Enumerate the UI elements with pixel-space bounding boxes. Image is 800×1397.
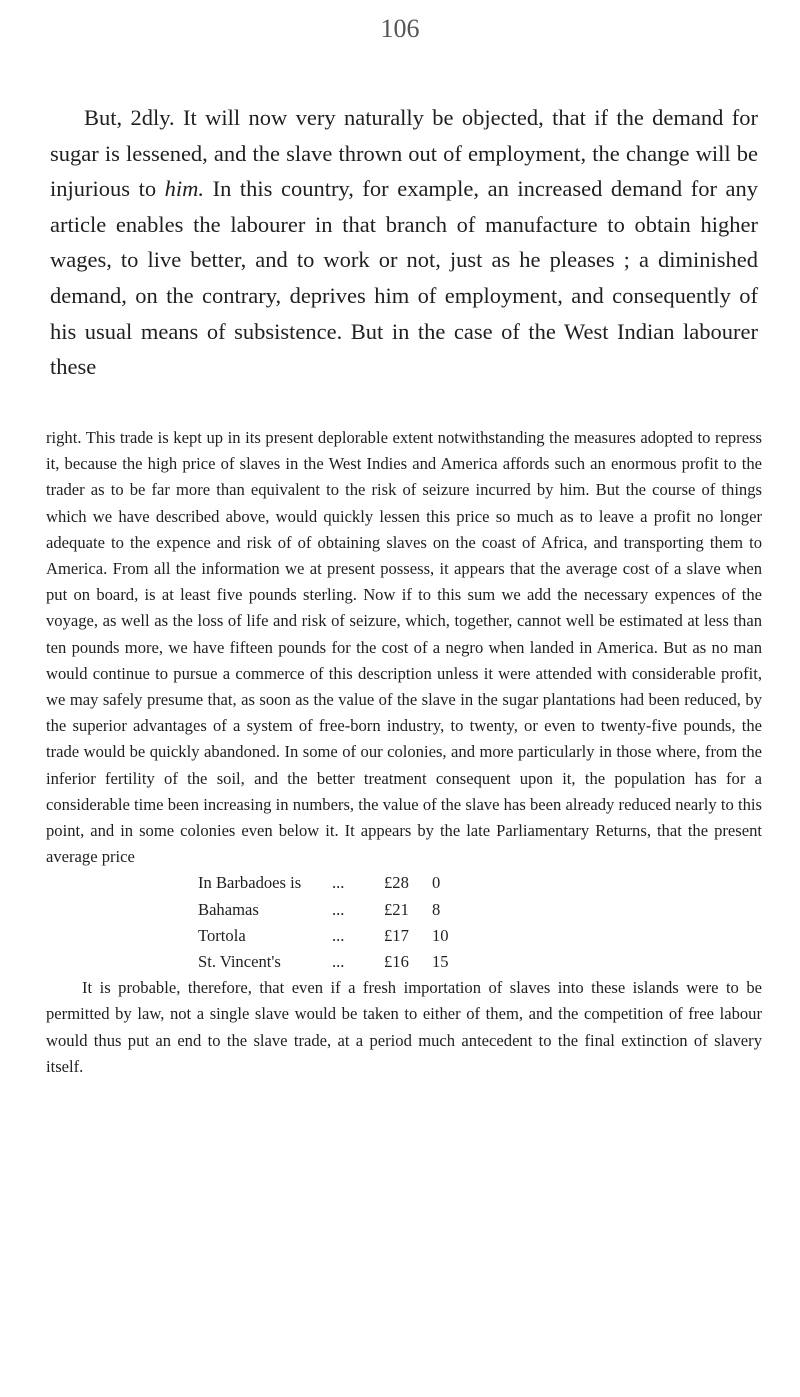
price-pounds: £28 — [384, 873, 409, 893]
price-row — [198, 897, 462, 923]
price-row — [198, 923, 462, 949]
main-text-part-2: In this country, for example, an increased demand for any article enables the labourer in that branch of manufacture to obtain higher wages, to live better, and to work or not, just as he pleases ; a diminished demand, on the contrary, deprives him of employment, and consequently of his usual means of subsistence. But in the case of the West Indian labourer these — [50, 176, 758, 380]
price-pounds: £16 — [384, 952, 409, 972]
footnote-paragraph-1: right. This trade is kept up in its present deplorable extent notwithstanding the measures adopted to repress it, because the high price of slaves in the West Indies and America affords such an enormous profit to the trader as to be far more than equivalent to the risk of seizure incurred by him. But the course of things which we have described above, would quickly lessen this price so much as to leave a profit no longer adequate to the expence and risk of of obtaining slaves on the coast of Africa, and transporting them to America. From all the information we at present possess, it appears that the average cost of a slave when put on board, is at least five pounds sterling. Now if to this sum we add the necessary expences of the voyage, as well as the loss of life and risk of seizure, which, together, cannot well be estimated at less than ten pounds more, we have fifteen pounds for the cost of a negro when landed in America. But as no man would continue to pursue a commerce of this description unless it were attended with considerable profit, we may safely presume that, as soon as the value of the slave in the sugar plantations had been reduced, by the superior advantages of a system of free-born industry, to twenty, or even to twenty-five pounds, the trade would be quickly abandoned. In some of our colonies, and more particularly in those where, from the inferior fertility of the soil, and the better treatment consequent upon it, the population has for a considerable time been increasing in numbers, the value of the slave has been already reduced nearly to this point, and in some colonies even below it. It appears by the late Parliamentary Returns, that the present average price — [46, 428, 762, 867]
price-dots: ... — [332, 925, 345, 945]
price-table — [198, 870, 462, 975]
price-dots: ... — [332, 899, 345, 919]
price-place: Tortola — [198, 925, 246, 945]
price-pounds: £17 — [384, 925, 409, 945]
main-text-part-1: But, 2dly. It will now very naturally be objected, that if the demand for sugar is lessened, and the slave thrown out of employment, the change will be injurious to — [50, 105, 758, 202]
page-number: 106 — [380, 14, 420, 43]
price-dots: ... — [332, 952, 345, 972]
price-place: Bahamas — [198, 899, 259, 919]
price-shillings: 15 — [432, 952, 449, 972]
price-dots: ... — [332, 873, 345, 893]
main-text-emphasis: him. — [164, 176, 205, 202]
price-shillings: 10 — [432, 925, 449, 945]
price-shillings: 0 — [432, 873, 441, 893]
price-place: In Barbadoes is — [198, 873, 302, 893]
price-place: St. Vincent's — [198, 952, 281, 972]
price-shillings: 8 — [432, 899, 441, 919]
main-paragraph — [50, 100, 758, 385]
footnote — [46, 425, 762, 1080]
price-row — [198, 949, 462, 975]
price-row — [198, 870, 462, 896]
price-pounds: £21 — [384, 899, 409, 919]
footnote-paragraph-2: It is probable, therefore, that even if a fresh importation of slaves into these islands were to be permitted by law, not a single slave would be taken to either of them, and the competition of free labour would thus put an end to the slave trade, at a period much antecedent to the final extinction of slavery itself. — [46, 978, 762, 1076]
